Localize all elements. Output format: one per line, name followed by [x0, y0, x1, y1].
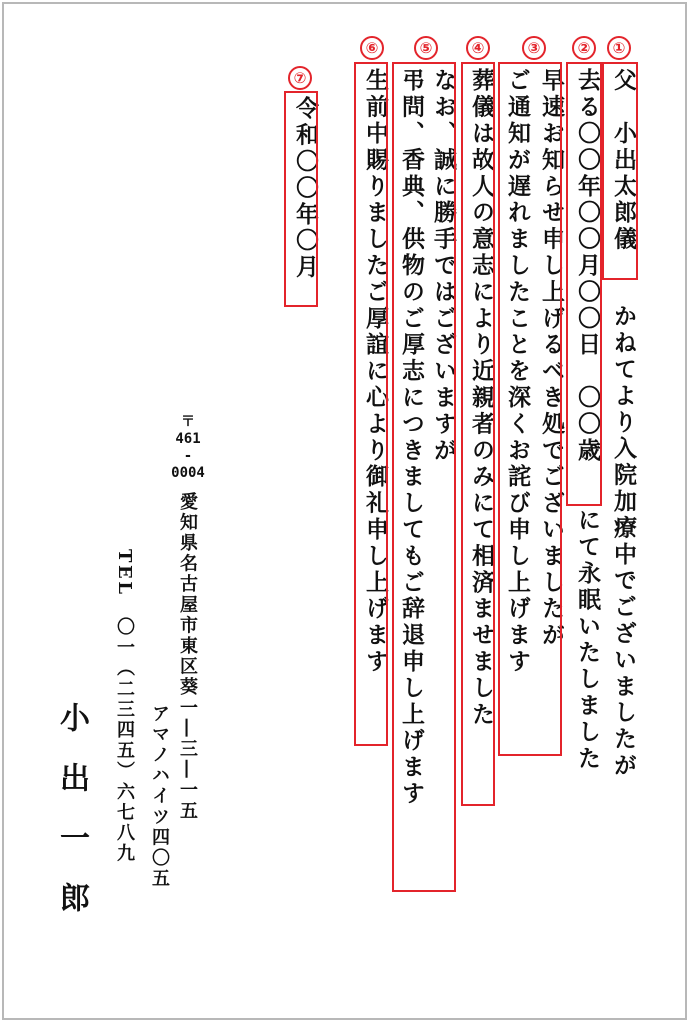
postcard — [2, 2, 687, 1020]
marker-box-2 — [566, 62, 602, 506]
marker-box-1 — [602, 62, 638, 280]
marker-box-4 — [461, 62, 495, 806]
postal-code-part1: 461 — [175, 431, 201, 447]
text-line-5b: 弔問、香典、供物のご厚志につきましてもご辞退申し上げます — [398, 68, 425, 808]
marker-4: ④ — [466, 36, 490, 60]
marker-5: ⑤ — [414, 36, 438, 60]
text-line-6: 生前中賜りましたご厚誼に心より御礼申し上げます — [362, 68, 389, 676]
text-line-1b: かねてより入院加療中でございましたが — [610, 304, 637, 780]
marker-box-6 — [354, 62, 388, 746]
postal-code — [170, 414, 206, 482]
sender-building: アマノハイツ四〇五 — [149, 704, 170, 890]
postal-mark: 〒 — [181, 414, 195, 430]
marker-box-7 — [284, 91, 318, 307]
text-line-3: 早速お知らせ申し上げるべき処でございましたが — [538, 68, 565, 649]
marker-3: ③ — [522, 36, 546, 60]
text-line-1a: 父 小出太郎儀 — [610, 68, 637, 253]
sender-name: 小出一郎 — [54, 702, 89, 942]
marker-2: ② — [572, 36, 596, 60]
text-line-7-date: 令和〇〇年〇月 — [292, 96, 319, 281]
marker-7: ⑦ — [288, 66, 312, 90]
marker-box-3 — [498, 62, 562, 756]
text-line-3b: ご通知が遅れましたことを深くお詫び申し上げます — [504, 68, 531, 676]
postal-code-dash: - — [183, 448, 193, 464]
marker-6: ⑥ — [360, 36, 384, 60]
text-line-5a: なお、誠に勝手ではございますが — [430, 68, 457, 464]
postal-code-part2: 0004 — [171, 465, 205, 481]
marker-1: ① — [607, 36, 631, 60]
sender-address: 愛知県名古屋市東区葵一―三―一五 — [177, 492, 198, 822]
marker-box-5 — [392, 62, 456, 892]
text-line-2b: にて永眠いたしました — [574, 508, 601, 772]
text-line-2a: 去る〇〇年〇〇月〇〇日 〇〇歳 — [574, 68, 601, 464]
sender-tel: TEL 〇一（二三四五）六七八九 — [114, 549, 135, 865]
text-line-4: 葬儀は故人の意志により近親者のみにて相済ませました — [468, 68, 495, 728]
